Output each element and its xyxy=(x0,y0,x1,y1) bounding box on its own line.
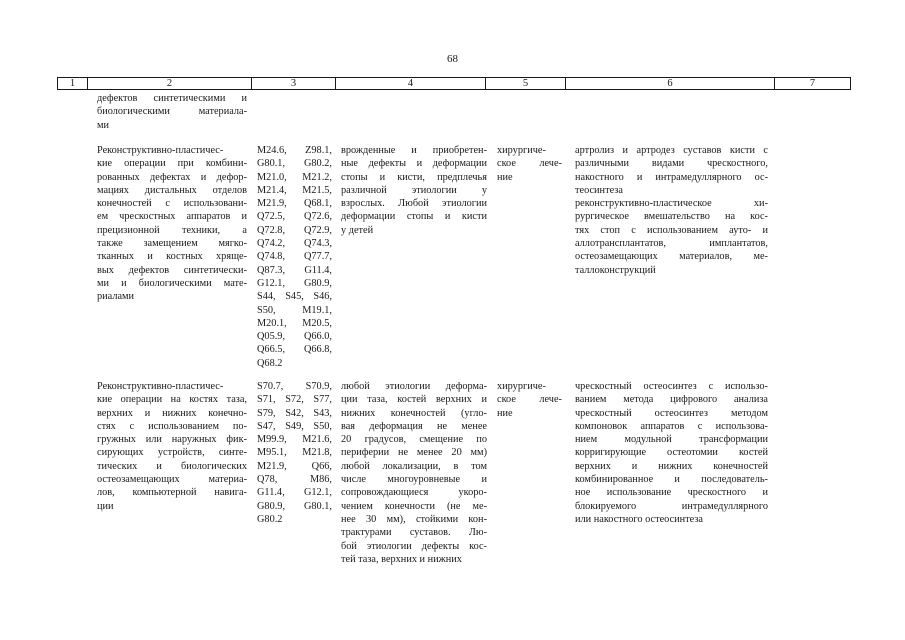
text-line: ванием метода цифрового анализа xyxy=(575,394,768,406)
column-header-3: 3 xyxy=(252,78,336,90)
text-line: 20 градусов, смещение по xyxy=(341,434,487,446)
text-line: комбинированное и последователь- xyxy=(575,474,768,486)
text-line: Q72.8, Q72.9, xyxy=(257,224,332,236)
text-line: ние xyxy=(497,407,513,419)
text-line: вая деформация не менее xyxy=(341,420,487,432)
text-line: мациях дистальных отделов xyxy=(97,184,247,196)
text-line: Q68.2 xyxy=(257,357,283,369)
text-line: нием модульной трансформации xyxy=(575,434,768,446)
text-line: или накостного остеосинтеза xyxy=(575,513,703,525)
row2-patient-model xyxy=(341,380,487,566)
text-line: теосинтеза xyxy=(575,184,623,196)
text-line: ние xyxy=(497,171,513,183)
text-line: нее 30 мм), стойкими кон- xyxy=(341,513,487,525)
text-line: M95.1, M21.8, xyxy=(257,447,332,459)
row2-treatment-method xyxy=(575,380,768,526)
text-line: ми xyxy=(97,119,110,131)
page-number: 68 xyxy=(447,53,458,65)
text-line: любой локализации, в том xyxy=(341,460,487,472)
text-line: верхних и нижних конечностей xyxy=(575,460,768,472)
text-line: тях стоп с использованием ауто- и xyxy=(575,224,768,236)
row1-diagnosis-codes xyxy=(257,144,332,370)
text-line: прецизионной техники, а xyxy=(97,224,247,236)
text-line: кие операции на костях таза, xyxy=(97,394,247,406)
text-line: S70.7, S70.9, xyxy=(257,381,332,392)
text-line: остеозамещающих материалов, ме- xyxy=(575,251,768,263)
text-line: стях с использованием по- xyxy=(97,420,247,432)
row2-treatment-type xyxy=(497,380,562,420)
row1-treatment-method xyxy=(575,144,768,277)
text-line: тических и биологических xyxy=(97,460,247,472)
text-line: стопы и кисти, предплечья xyxy=(341,171,487,183)
text-line: верхних и нижних конечно- xyxy=(97,407,247,419)
text-line: кие операции при комбини- xyxy=(97,158,247,170)
text-line: G80.9, G80.1, xyxy=(257,500,332,512)
text-line: Q05.9, Q66.0, xyxy=(257,331,332,343)
text-line: конечностей с использовани- xyxy=(97,198,247,210)
row1-procedure-name xyxy=(97,144,247,304)
text-line: аллотрансплантатов, имплантатов, xyxy=(575,238,768,250)
text-line: периферии не менее 20 мм) xyxy=(341,447,487,459)
text-line: M99.9, M21.6, xyxy=(257,434,332,446)
text-line: M21.4, M21.5, xyxy=(257,184,332,196)
text-line: также замещением мягко- xyxy=(97,238,247,250)
text-line: Q78, M86, xyxy=(257,474,332,486)
column-header-6: 6 xyxy=(566,78,775,90)
text-line: вых дефектов синтетически- xyxy=(97,264,247,276)
text-line: чрескостный остеосинтез с использо- xyxy=(575,381,768,392)
text-line: бой этиологии дефекты кос- xyxy=(341,540,487,552)
text-line: S71, S72, S77, xyxy=(257,394,332,406)
text-line: остеозамещающих материа- xyxy=(97,474,247,486)
text-line: лов, компьютерной навига- xyxy=(97,487,247,499)
text-line: M24.6, Z98.1, xyxy=(257,145,332,156)
text-line: рованных дефектах и дефор- xyxy=(97,171,247,183)
text-line: ми и биологическими мате- xyxy=(97,277,247,289)
text-line: хирургиче- xyxy=(497,381,546,392)
carryover-col2-text xyxy=(97,92,247,132)
text-line: гружных или наружных фик- xyxy=(97,434,247,446)
text-line: ское лече- xyxy=(497,394,562,406)
text-line: биологическими материала- xyxy=(97,106,247,118)
column-header-table xyxy=(57,77,851,90)
text-line: ции таза, костей верхних и xyxy=(341,394,487,406)
text-line: блокируемого интрамедуллярного xyxy=(575,500,768,512)
text-line: M21.0, M21.2, xyxy=(257,171,332,183)
text-line: взрослых. Любой этиологии xyxy=(341,198,487,210)
text-line: чением конечности (не ме- xyxy=(341,500,487,512)
text-line: Q66.5, Q66.8, xyxy=(257,344,332,356)
text-line: G80.1, G80.2, xyxy=(257,158,332,170)
row1-patient-model xyxy=(341,144,487,237)
column-header-1: 1 xyxy=(58,78,88,90)
text-line: M21.9, Q66, xyxy=(257,460,332,472)
text-line: хирургиче- xyxy=(497,145,546,156)
row2-procedure-name xyxy=(97,380,247,513)
text-line: тей таза, верхних и нижних xyxy=(341,553,462,565)
text-line: Q72.5, Q72.6, xyxy=(257,211,332,223)
text-line: любой этиологии деформа- xyxy=(341,381,487,392)
text-line: Q87.3, G11.4, xyxy=(257,264,332,276)
text-line: S47, S49, S50, xyxy=(257,420,332,432)
text-line: Реконструктивно-пластичес- xyxy=(97,145,224,156)
text-line: ции xyxy=(97,500,114,512)
text-line: G11.4, G12.1, xyxy=(257,487,332,499)
text-line: трактурами суставов. Лю- xyxy=(341,527,487,539)
text-line: M20.1, M20.5, xyxy=(257,317,332,329)
text-line: чрескостный остеосинтез методом xyxy=(575,407,768,419)
text-line: различной этиологии у xyxy=(341,184,487,196)
text-line: ское лече- xyxy=(497,158,562,170)
column-header-4: 4 xyxy=(336,78,486,90)
text-line: ные дефекты и деформации xyxy=(341,158,487,170)
column-header-2: 2 xyxy=(88,78,252,90)
text-line: G12.1, G80.9, xyxy=(257,277,332,289)
text-line: ем чрескостных аппаратов и xyxy=(97,211,247,223)
text-line: S79, S42, S43, xyxy=(257,407,332,419)
text-line: Q74.8, Q77.7, xyxy=(257,251,332,263)
text-line: накостного и интрамедуллярного ос- xyxy=(575,171,768,183)
text-line: таллоконструкций xyxy=(575,264,656,276)
text-line: G80.2 xyxy=(257,513,283,525)
text-line: S50, M19.1, xyxy=(257,304,332,316)
text-line: реконструктивно-пластическое хи- xyxy=(575,198,768,210)
column-header-5: 5 xyxy=(486,78,566,90)
text-line: Реконструктивно-пластичес- xyxy=(97,381,224,392)
text-line: сирующих устройств, синте- xyxy=(97,447,247,459)
column-header-row xyxy=(58,78,851,90)
text-line: Q74.2, Q74.3, xyxy=(257,238,332,250)
text-line: S44, S45, S46, xyxy=(257,291,332,303)
text-line: деформации стопы и кисти xyxy=(341,211,487,223)
text-line: артролиз и артродез суставов кисти с xyxy=(575,145,768,156)
text-line: риалами xyxy=(97,291,135,303)
text-line: числе многоуровневые и xyxy=(341,474,487,486)
text-line: рургическое вмешательство на кос- xyxy=(575,211,768,223)
text-line: нижних конечностей (угло- xyxy=(341,407,487,419)
text-line: ное использование чрескостного и xyxy=(575,487,768,499)
text-line: тканных и костных хряще- xyxy=(97,251,247,263)
text-line: корригирующие остеотомии костей xyxy=(575,447,768,459)
text-line: сопровождающиеся укоро- xyxy=(341,487,487,499)
text-line: врожденные и приобретен- xyxy=(341,145,487,156)
row2-diagnosis-codes xyxy=(257,380,332,526)
column-header-7: 7 xyxy=(775,78,851,90)
text-line: компоновок аппаратов с использова- xyxy=(575,420,768,432)
text-line: M21.9, Q68.1, xyxy=(257,198,332,210)
text-line: дефектов синтетическими и xyxy=(97,93,247,104)
text-line: различными видами чрескостного, xyxy=(575,158,768,170)
row1-treatment-type xyxy=(497,144,562,184)
text-line: у детей xyxy=(341,224,374,236)
